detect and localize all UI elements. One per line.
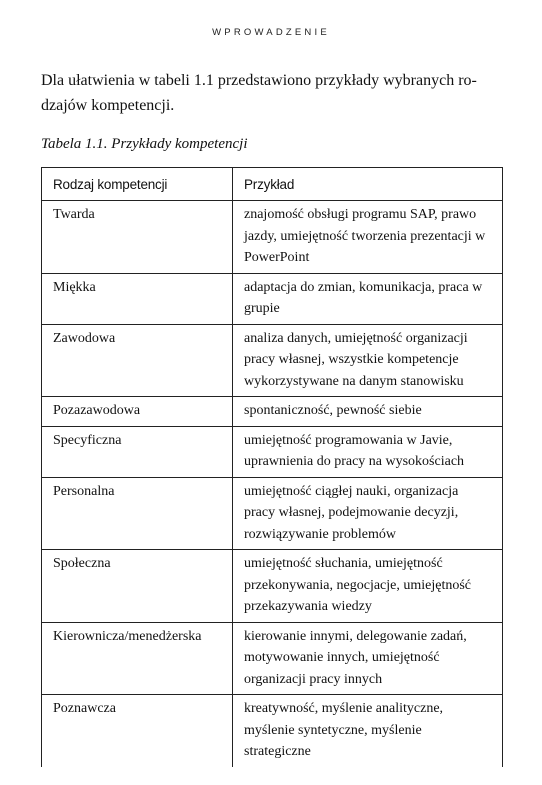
row-example: umiejętność słuchania, umiejętność przekonywania, negocjacje, umiejętność przekazywania wiedzy — [233, 550, 503, 623]
header-example: Przykład — [233, 168, 503, 201]
intro-paragraph — [41, 68, 511, 118]
intro-text: Dla ułatwienia w tabeli 1.1 przedstawiono przykłady wybranych ro-dzajów kompetencji. — [41, 72, 477, 114]
header-type: Rodzaj kompetencji — [42, 168, 233, 201]
row-example: kreatywność, myślenie analityczne, myślenie syntetyczne, myślenie strategiczne — [233, 695, 503, 767]
row-type: Miękka — [42, 273, 233, 324]
table-row — [42, 201, 503, 274]
row-type: Poznawcza — [42, 695, 233, 767]
competencies-table — [41, 167, 503, 767]
row-type: Kierownicza/menedżerska — [42, 622, 233, 695]
row-example: analiza danych, umiejętność organizacji pracy własnej, wszystkie kompetencje wykorzystywane na danym stanowisku — [233, 324, 503, 397]
row-example: adaptacja do zmian, komunikacja, praca w grupie — [233, 273, 503, 324]
table-row — [42, 273, 503, 324]
table-row — [42, 622, 503, 695]
table-row — [42, 397, 503, 427]
table-row — [42, 426, 503, 477]
row-example: umiejętność programowania w Javie, uprawnienia do pracy na wysokościach — [233, 426, 503, 477]
table-caption: Tabela 1.1. Przykłady kompetencji — [41, 136, 248, 152]
row-example: spontaniczność, pewność siebie — [233, 397, 503, 427]
table-row — [42, 550, 503, 623]
table-row — [42, 324, 503, 397]
row-type: Społeczna — [42, 550, 233, 623]
table-header-row — [42, 168, 503, 201]
running-head: WPROWADZENIE — [212, 27, 330, 38]
row-example: znajomość obsługi programu SAP, prawo jazdy, umiejętność tworzenia prezentacji w PowerPoint — [233, 201, 503, 274]
row-type: Pozazawodowa — [42, 397, 233, 427]
row-type: Specyficzna — [42, 426, 233, 477]
row-example: kierowanie innymi, delegowanie zadań, motywowanie innych, umiejętność organizacji pracy innych — [233, 622, 503, 695]
row-type: Personalna — [42, 477, 233, 550]
table-row — [42, 477, 503, 550]
table-row — [42, 695, 503, 767]
row-example: umiejętność ciągłej nauki, organizacja pracy własnej, podejmowanie decyzji, rozwiązywanie problemów — [233, 477, 503, 550]
row-type: Zawodowa — [42, 324, 233, 397]
row-type: Twarda — [42, 201, 233, 274]
